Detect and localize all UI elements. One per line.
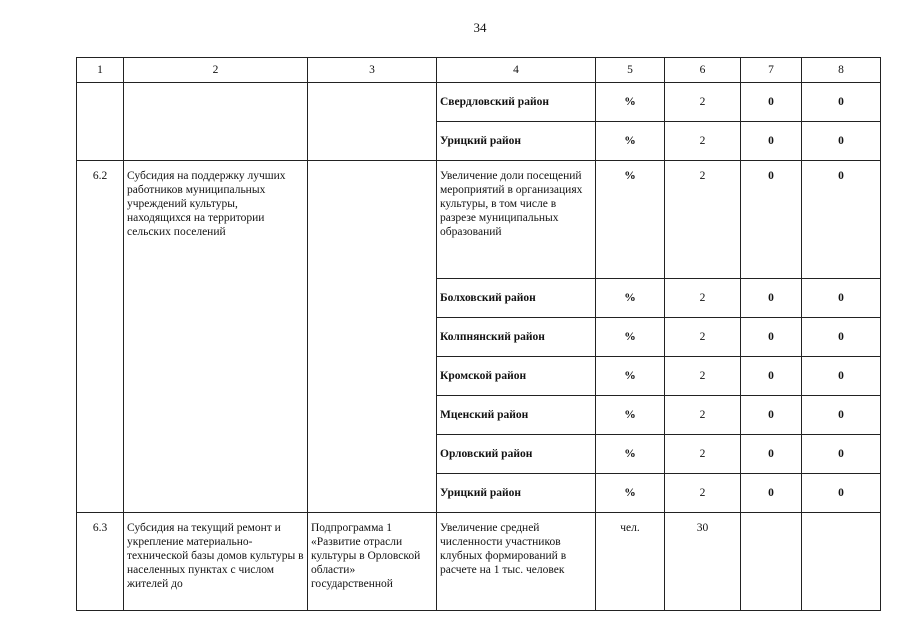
measure-title: Субсидия на текущий ремонт и укрепление материально-технической базы домов культуры в населенных пунктах с числом жителей до — [124, 513, 308, 611]
value-col7: 0 — [741, 318, 802, 357]
value-col6: 2 — [665, 435, 741, 474]
program-cell — [308, 161, 437, 513]
value-col7 — [741, 513, 802, 611]
block1-program-cell — [308, 83, 437, 161]
district-name: Кромской район — [437, 357, 596, 396]
value-col6: 2 — [665, 161, 741, 279]
value-col7: 0 — [741, 122, 802, 161]
value-col6: 2 — [665, 83, 741, 122]
value-col7: 0 — [741, 83, 802, 122]
indicator-text: Увеличение средней численности участников клубных формирований в расчете на 1 тыс. человек — [437, 513, 596, 611]
value-col6: 2 — [665, 122, 741, 161]
row-number: 6.3 — [77, 513, 124, 611]
value-col8: 0 — [802, 357, 881, 396]
header-col-3: 3 — [308, 58, 437, 83]
value-col6: 2 — [665, 474, 741, 513]
block1-num-cell — [77, 83, 124, 161]
district-name: Урицкий район — [437, 122, 596, 161]
district-name: Колпнянский район — [437, 318, 596, 357]
header-col-7: 7 — [741, 58, 802, 83]
district-name: Мценский район — [437, 396, 596, 435]
value-col7: 0 — [741, 474, 802, 513]
header-col-1: 1 — [77, 58, 124, 83]
unit-cell: % — [596, 357, 665, 396]
value-col8: 0 — [802, 279, 881, 318]
district-name: Болховский район — [437, 279, 596, 318]
table-row — [77, 513, 881, 611]
value-col8: 0 — [802, 435, 881, 474]
table-row — [77, 83, 881, 122]
header-row — [77, 58, 881, 83]
value-col8: 0 — [802, 161, 881, 279]
header-col-8: 8 — [802, 58, 881, 83]
district-name: Орловский район — [437, 435, 596, 474]
unit-cell: % — [596, 122, 665, 161]
value-col8: 0 — [802, 122, 881, 161]
value-col7: 0 — [741, 396, 802, 435]
measure-title — [124, 161, 308, 513]
value-col8: 0 — [802, 396, 881, 435]
value-col6: 2 — [665, 279, 741, 318]
value-col8: 0 — [802, 318, 881, 357]
header-col-2: 2 — [124, 58, 308, 83]
indicator-text: Увеличение доли посещений мероприятий в организациях культуры, в том числе в разрезе муниципальных образований — [437, 161, 596, 279]
value-col8: 0 — [802, 474, 881, 513]
unit-cell: % — [596, 474, 665, 513]
block1-title-cell — [124, 83, 308, 161]
header-col-5: 5 — [596, 58, 665, 83]
value-col8: 0 — [802, 83, 881, 122]
district-name: Свердловский район — [437, 83, 596, 122]
indicators-table — [76, 57, 881, 611]
unit-cell: % — [596, 396, 665, 435]
value-col6: 2 — [665, 357, 741, 396]
row-number: 6.2 — [77, 161, 124, 513]
unit-cell: % — [596, 435, 665, 474]
page-number: 34 — [473, 20, 487, 35]
value-col7: 0 — [741, 357, 802, 396]
value-col6: 30 — [665, 513, 741, 611]
unit-cell: % — [596, 279, 665, 318]
value-col6: 2 — [665, 318, 741, 357]
header-col-6: 6 — [665, 58, 741, 83]
unit-cell: % — [596, 83, 665, 122]
district-name: Урицкий район — [437, 474, 596, 513]
value-col6: 2 — [665, 396, 741, 435]
program-text: Подпрограмма 1 «Развитие отрасли культуры в Орловской области» государственной — [308, 513, 437, 611]
measure-title-text: Субсидия на поддержку лучших работников муниципальных учреждений культуры, находящихся на территории сельских поселений — [127, 170, 286, 238]
value-col7: 0 — [741, 435, 802, 474]
unit-cell: % — [596, 318, 665, 357]
unit-cell: чел. — [596, 513, 665, 611]
header-col-4: 4 — [437, 58, 596, 83]
value-col8 — [802, 513, 881, 611]
unit-cell: % — [596, 161, 665, 279]
value-col7: 0 — [741, 161, 802, 279]
table-row — [77, 161, 881, 279]
value-col7: 0 — [741, 279, 802, 318]
